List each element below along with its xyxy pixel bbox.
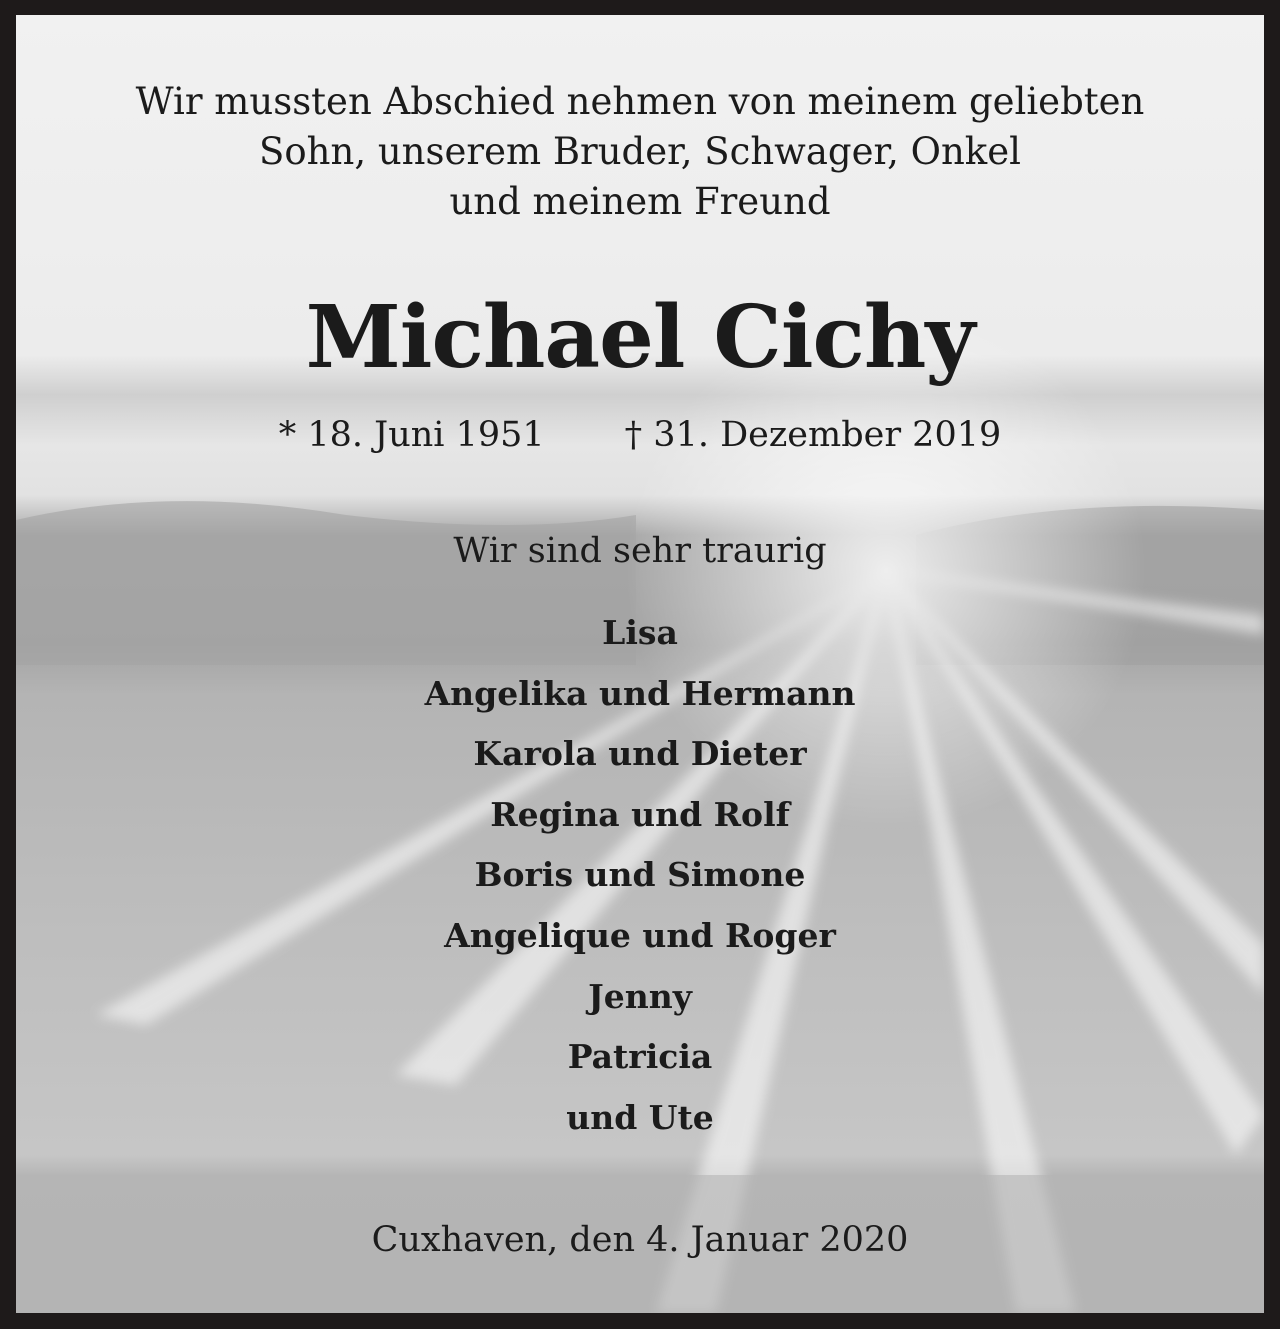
intro-text	[16, 77, 1264, 227]
mourner: Lisa	[602, 613, 678, 652]
place-and-date: Cuxhaven, den 4. Januar 2020	[371, 1220, 909, 1260]
mourner: Angelika und Hermann	[424, 673, 856, 713]
deceased-name: Michael Cichy	[305, 287, 975, 388]
mourner: Angelique und Roger	[444, 915, 836, 955]
mourner: Jenny	[588, 976, 692, 1016]
mourner: Boris und Simone	[474, 855, 806, 895]
intro-line: Wir mussten Abschied nehmen von meinem geliebten	[135, 80, 1145, 123]
intro-line: und meinem Freund	[449, 180, 831, 223]
obituary-card	[16, 15, 1264, 1313]
death-date: † 31. Dezember 2019	[624, 415, 1002, 455]
mourners-list	[16, 603, 1264, 1148]
intro-line: Sohn, unserem Bruder, Schwager, Onkel	[259, 130, 1021, 173]
birth-date: * 18. Juni 1951	[278, 415, 545, 455]
mourner: Regina und Rolf	[490, 794, 790, 834]
mourner: und Ute	[566, 1097, 714, 1137]
mourner: Karola und Dieter	[473, 734, 807, 774]
mourning-line: Wir sind sehr traurig	[453, 531, 827, 571]
mourner: Patricia	[567, 1037, 713, 1077]
life-dates	[16, 415, 1264, 455]
